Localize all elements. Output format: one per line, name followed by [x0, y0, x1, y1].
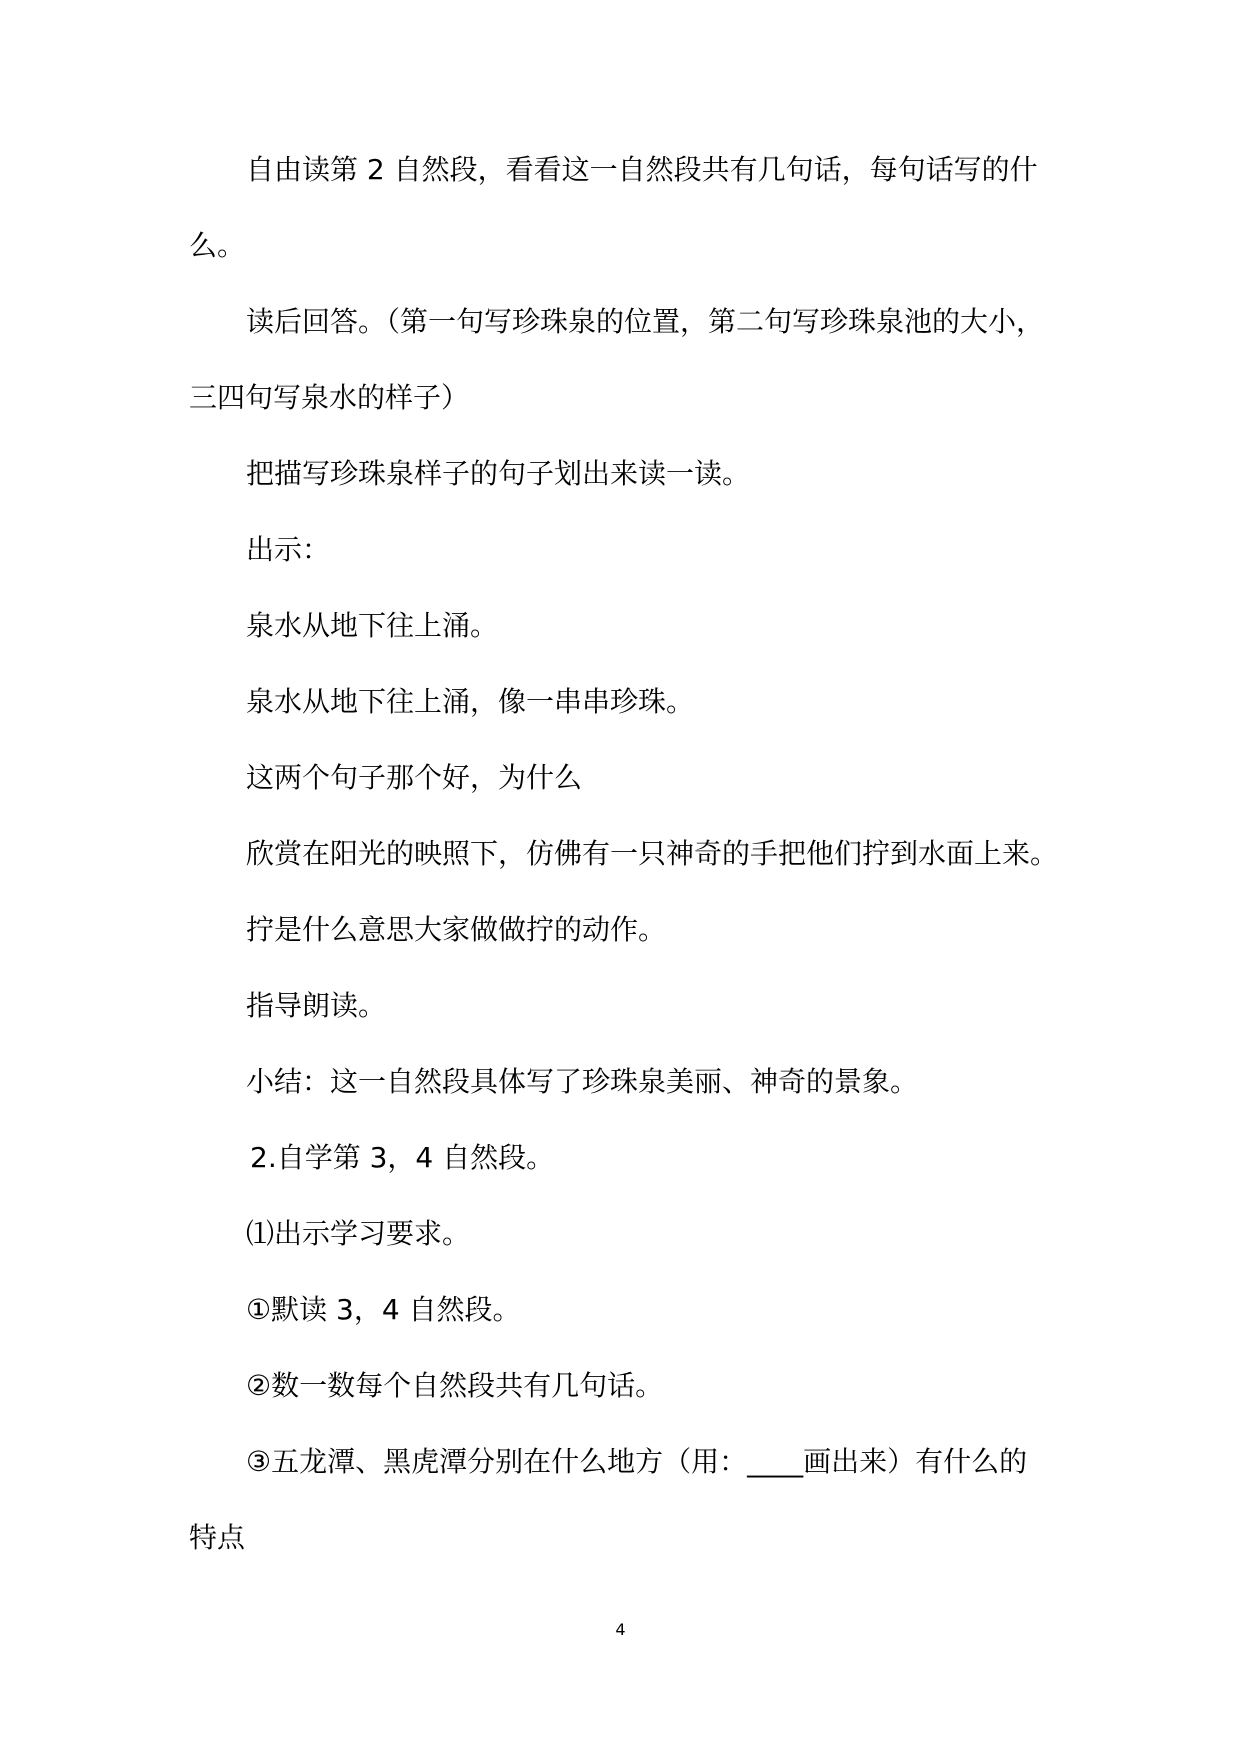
paragraph-line: ①默读 3，4 自然段。: [246, 1293, 521, 1326]
page-number: 4: [615, 1620, 626, 1639]
paragraph-line: 2.自学第 3，4 自然段。: [250, 1141, 555, 1174]
paragraph-line: ⑴出示学习要求。: [246, 1217, 471, 1250]
paragraph-line: 出示：: [246, 533, 331, 566]
paragraph-line: ③五龙潭、黑虎潭分别在什么地方（用：____画出来）有什么的: [246, 1445, 1028, 1478]
paragraph-line: 自由读第 2 自然段，看看这一自然段共有几句话，每句话写的什: [246, 153, 1038, 186]
paragraph-line: 拧是什么意思大家做做拧的动作。: [246, 913, 667, 946]
paragraph-line: 特点: [189, 1521, 246, 1554]
paragraph-line: 泉水从地下往上涌。: [246, 609, 499, 642]
paragraph-line: 这两个句子那个好，为什么: [246, 761, 583, 794]
paragraph-line: 指导朗读。: [246, 989, 387, 1022]
paragraph-line: 读后回答。（第一句写珍珠泉的位置，第二句写珍珠泉池的大小，: [246, 305, 1045, 338]
paragraph-line: 么。: [189, 229, 246, 262]
paragraph-line: 泉水从地下往上涌，像一串串珍珠。: [246, 685, 695, 718]
paragraph-line: 欣赏在阳光的映照下，仿佛有一只神奇的手把他们拧到水面上来。: [246, 837, 1059, 870]
paragraph-line: ②数一数每个自然段共有几句话。: [246, 1369, 664, 1402]
paragraph-line: 三四句写泉水的样子）: [189, 381, 470, 414]
paragraph-line: 小结：这一自然段具体写了珍珠泉美丽、神奇的景象。: [246, 1065, 919, 1098]
paragraph-line: 把描写珍珠泉样子的句子划出来读一读。: [246, 457, 751, 490]
